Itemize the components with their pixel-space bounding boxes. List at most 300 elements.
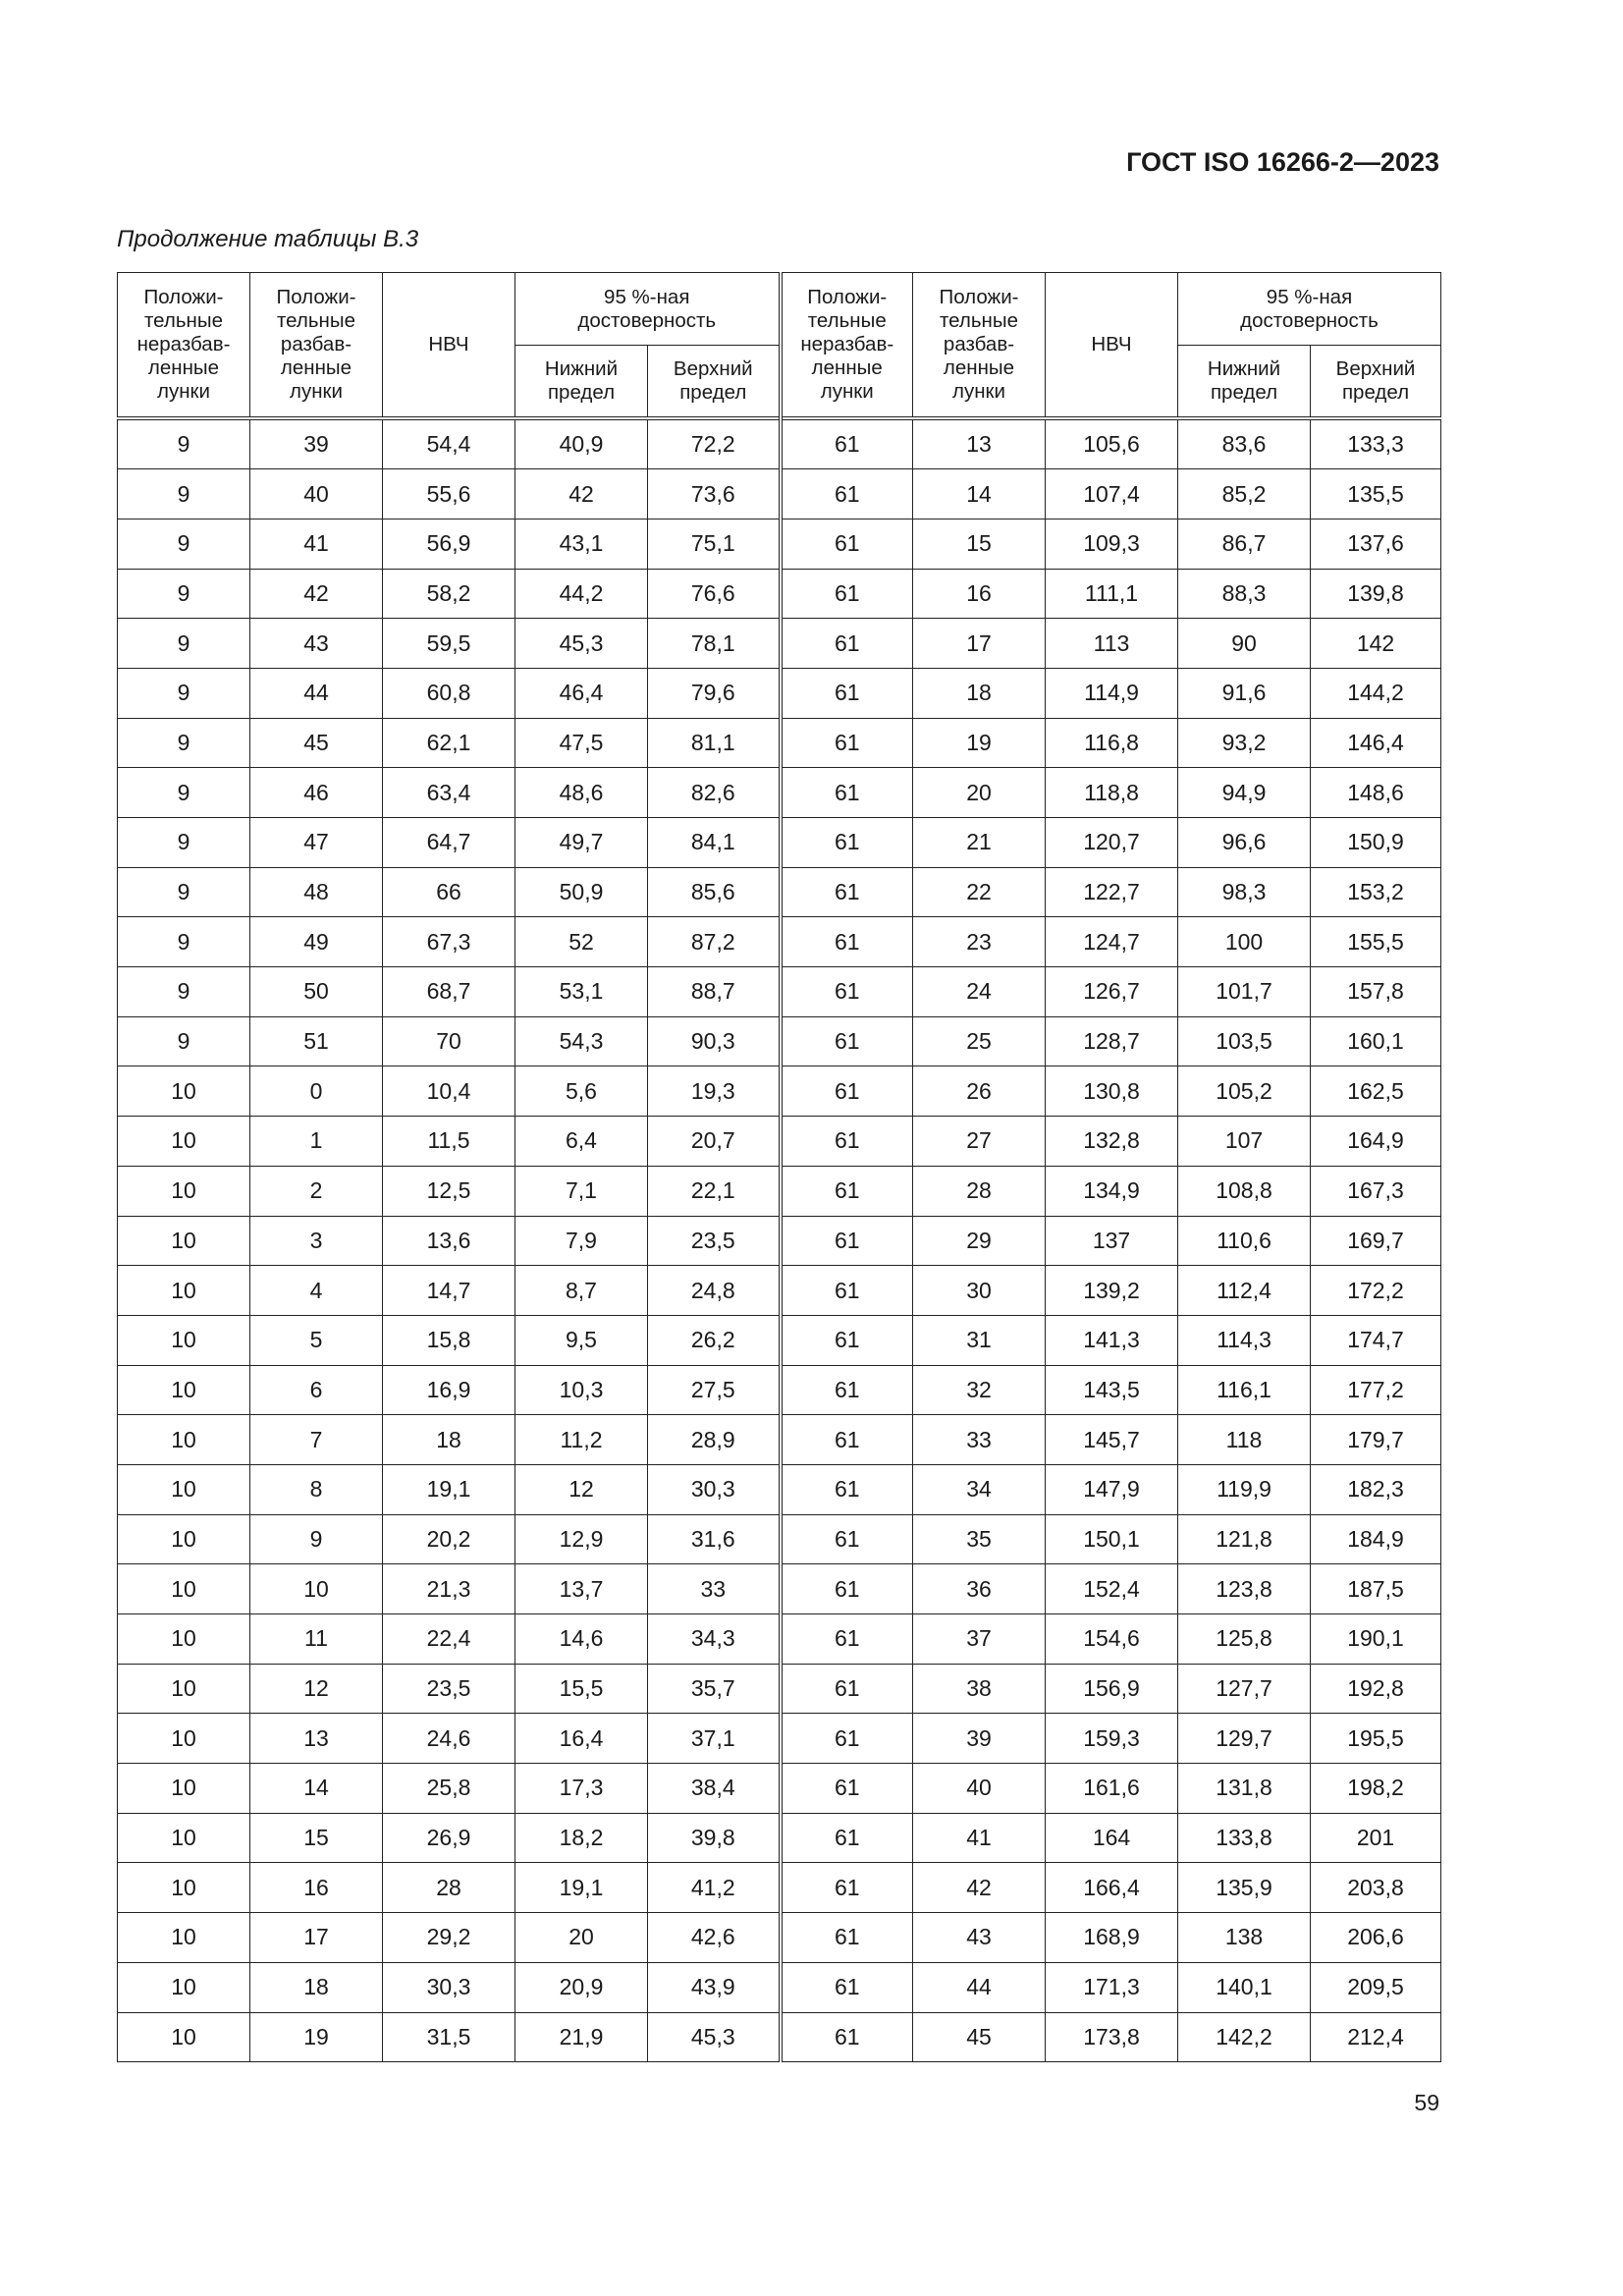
table-cell: 17 [913, 619, 1046, 669]
table-cell: 55,6 [383, 469, 515, 519]
table-cell: 9 [118, 469, 250, 519]
table-row [118, 1016, 1441, 1066]
table-cell: 10 [118, 1913, 250, 1963]
table-row [118, 1913, 1441, 1963]
table-cell: 72,2 [648, 418, 781, 469]
table-cell: 61 [781, 1614, 913, 1665]
table-cell: 40 [913, 1764, 1046, 1814]
table-cell: 31,5 [383, 2012, 515, 2062]
table-cell: 14 [913, 469, 1046, 519]
table-cell: 22,1 [648, 1166, 781, 1216]
table-row [118, 1117, 1441, 1167]
table-cell: 22,4 [383, 1614, 515, 1665]
table-cell: 6 [250, 1365, 383, 1415]
table-cell: 203,8 [1311, 1863, 1441, 1913]
table-cell: 20,9 [515, 1962, 648, 2012]
table-cell: 30,3 [648, 1464, 781, 1514]
table-row [118, 967, 1441, 1017]
table-cell: 10 [118, 1117, 250, 1167]
table-cell: 43 [913, 1913, 1046, 1963]
table-cell: 103,5 [1178, 1016, 1311, 1066]
table-cell: 154,6 [1046, 1614, 1178, 1665]
table-cell: 14,6 [515, 1614, 648, 1665]
table-cell: 61 [781, 469, 913, 519]
table-cell: 60,8 [383, 668, 515, 718]
header-positive-diluted: Положи- тельные разбав- ленные лунки [913, 273, 1046, 418]
table-cell: 7,9 [515, 1216, 648, 1266]
table-cell: 28 [913, 1166, 1046, 1216]
table-cell: 122,7 [1046, 867, 1178, 917]
table-row [118, 718, 1441, 768]
table-cell: 23,5 [648, 1216, 781, 1266]
table-cell: 19 [913, 718, 1046, 768]
table-cell: 54,4 [383, 418, 515, 469]
table-cell: 174,7 [1311, 1315, 1441, 1365]
table-cell: 61 [781, 619, 913, 669]
table-row [118, 668, 1441, 718]
header-confidence: 95 %-ная достоверность [515, 273, 781, 346]
table-cell: 209,5 [1311, 1962, 1441, 2012]
table-cell: 187,5 [1311, 1564, 1441, 1614]
table-cell: 44,2 [515, 569, 648, 619]
table-cell: 184,9 [1311, 1514, 1441, 1564]
table-cell: 53,1 [515, 967, 648, 1017]
table-cell: 35,7 [648, 1664, 781, 1714]
table-cell: 10 [118, 1614, 250, 1665]
table-cell: 85,6 [648, 867, 781, 917]
table-cell: 88,3 [1178, 569, 1311, 619]
table-cell: 63,4 [383, 768, 515, 818]
table-cell: 164,9 [1311, 1117, 1441, 1167]
table-cell: 134,9 [1046, 1166, 1178, 1216]
table-cell: 48,6 [515, 768, 648, 818]
table-cell: 22 [913, 867, 1046, 917]
table-cell: 43 [250, 619, 383, 669]
table-row [118, 2012, 1441, 2062]
table-row [118, 1764, 1441, 1814]
table-row [118, 1614, 1441, 1665]
table-cell: 139,8 [1311, 569, 1441, 619]
table-cell: 39,8 [648, 1813, 781, 1863]
table-cell: 171,3 [1046, 1962, 1178, 2012]
table-cell: 21 [913, 818, 1046, 868]
header-mpn: НВЧ [383, 273, 515, 418]
table-cell: 10 [118, 1464, 250, 1514]
table-cell: 61 [781, 519, 913, 569]
table-cell: 10 [118, 1714, 250, 1764]
table-cell: 21,9 [515, 2012, 648, 2062]
table-cell: 10 [118, 1564, 250, 1614]
table-row [118, 917, 1441, 967]
table-cell: 61 [781, 1117, 913, 1167]
table-cell: 167,3 [1311, 1166, 1441, 1216]
table-cell: 192,8 [1311, 1664, 1441, 1714]
table-cell: 138 [1178, 1913, 1311, 1963]
table-cell: 23 [913, 917, 1046, 967]
table-cell: 19,3 [648, 1066, 781, 1117]
table-cell: 25 [913, 1016, 1046, 1066]
table-cell: 198,2 [1311, 1764, 1441, 1814]
table-cell: 91,6 [1178, 668, 1311, 718]
table-cell: 42 [913, 1863, 1046, 1913]
table-cell: 119,9 [1178, 1464, 1311, 1514]
table-cell: 201 [1311, 1813, 1441, 1863]
table-cell: 14 [250, 1764, 383, 1814]
table-cell: 70 [383, 1016, 515, 1066]
table-cell: 61 [781, 1564, 913, 1614]
table-cell: 42 [515, 469, 648, 519]
table-cell: 61 [781, 1813, 913, 1863]
table-cell: 61 [781, 418, 913, 469]
table-cell: 123,8 [1178, 1564, 1311, 1614]
table-cell: 37,1 [648, 1714, 781, 1764]
table-cell: 76,6 [648, 569, 781, 619]
header-lower-limit: Нижний предел [1178, 346, 1311, 418]
table-cell: 52 [515, 917, 648, 967]
table-cell: 9 [118, 418, 250, 469]
table-cell: 15,8 [383, 1315, 515, 1365]
table-cell: 18 [913, 668, 1046, 718]
table-cell: 12,5 [383, 1166, 515, 1216]
table-cell: 9,5 [515, 1315, 648, 1365]
table-cell: 12,9 [515, 1514, 648, 1564]
table-cell: 48 [250, 867, 383, 917]
table-cell: 23,5 [383, 1664, 515, 1714]
table-cell: 142,2 [1178, 2012, 1311, 2062]
table-cell: 107 [1178, 1117, 1311, 1167]
table-cell: 11 [250, 1614, 383, 1665]
table-cell: 61 [781, 917, 913, 967]
table-row [118, 469, 1441, 519]
table-cell: 93,2 [1178, 718, 1311, 768]
table-cell: 15 [913, 519, 1046, 569]
header-mpn: НВЧ [1046, 273, 1178, 418]
table-cell: 9 [118, 967, 250, 1017]
table-cell: 46 [250, 768, 383, 818]
table-cell: 137,6 [1311, 519, 1441, 569]
table-body [118, 418, 1441, 2062]
table-cell: 15 [250, 1813, 383, 1863]
table-cell: 79,6 [648, 668, 781, 718]
table-cell: 28 [383, 1863, 515, 1913]
table-cell: 44 [913, 1962, 1046, 2012]
table-cell: 16 [250, 1863, 383, 1913]
table-cell: 5 [250, 1315, 383, 1365]
table-cell: 105,6 [1046, 418, 1178, 469]
table-cell: 21,3 [383, 1564, 515, 1614]
table-cell: 135,9 [1178, 1863, 1311, 1913]
table-cell: 12 [250, 1664, 383, 1714]
table-cell: 45 [913, 2012, 1046, 2062]
table-cell: 4 [250, 1266, 383, 1316]
table-cell: 61 [781, 1315, 913, 1365]
table-cell: 17 [250, 1913, 383, 1963]
table-cell: 129,7 [1178, 1714, 1311, 1764]
table-cell: 40,9 [515, 418, 648, 469]
table-cell: 51 [250, 1016, 383, 1066]
table-cell: 9 [250, 1514, 383, 1564]
table-cell: 105,2 [1178, 1066, 1311, 1117]
table-cell: 19,1 [383, 1464, 515, 1514]
table-cell: 49,7 [515, 818, 648, 868]
table-cell: 166,4 [1046, 1863, 1178, 1913]
table-cell: 82,6 [648, 768, 781, 818]
table-cell: 2 [250, 1166, 383, 1216]
table-cell: 33 [648, 1564, 781, 1614]
header-lower-limit: Нижний предел [515, 346, 648, 418]
table-cell: 58,2 [383, 569, 515, 619]
table-row [118, 1714, 1441, 1764]
table-cell: 41,2 [648, 1863, 781, 1913]
table-cell: 81,1 [648, 718, 781, 768]
table-cell: 6,4 [515, 1117, 648, 1167]
table-cell: 61 [781, 1464, 913, 1514]
table-cell: 5,6 [515, 1066, 648, 1117]
table-cell: 56,9 [383, 519, 515, 569]
table-cell: 61 [781, 1266, 913, 1316]
table-cell: 9 [118, 818, 250, 868]
table-cell: 61 [781, 1166, 913, 1216]
table-cell: 8,7 [515, 1266, 648, 1316]
table-cell: 67,3 [383, 917, 515, 967]
table-cell: 116,8 [1046, 718, 1178, 768]
table-cell: 46,4 [515, 668, 648, 718]
table-cell: 107,4 [1046, 469, 1178, 519]
table-cell: 29 [913, 1216, 1046, 1266]
table-cell: 169,7 [1311, 1216, 1441, 1266]
table-row [118, 867, 1441, 917]
table-cell: 140,1 [1178, 1962, 1311, 2012]
table-row [118, 818, 1441, 868]
table-cell: 29,2 [383, 1913, 515, 1963]
table-row [118, 1514, 1441, 1564]
table-cell: 10 [118, 1066, 250, 1117]
table-cell: 153,2 [1311, 867, 1441, 917]
table-cell: 100 [1178, 917, 1311, 967]
table-cell: 13 [250, 1714, 383, 1764]
table-cell: 116,1 [1178, 1365, 1311, 1415]
table-cell: 34,3 [648, 1614, 781, 1665]
table-cell: 61 [781, 1913, 913, 1963]
table-cell: 11,2 [515, 1415, 648, 1465]
table-cell: 61 [781, 1066, 913, 1117]
table-cell: 101,7 [1178, 967, 1311, 1017]
table-cell: 7,1 [515, 1166, 648, 1216]
table-cell: 10 [118, 1962, 250, 2012]
table-cell: 10 [118, 1266, 250, 1316]
table-cell: 85,2 [1178, 469, 1311, 519]
table-row [118, 519, 1441, 569]
table-cell: 10 [118, 1415, 250, 1465]
table-cell: 39 [250, 418, 383, 469]
table-cell: 10 [118, 1315, 250, 1365]
table-cell: 159,3 [1046, 1714, 1178, 1764]
table-cell: 155,5 [1311, 917, 1441, 967]
table-cell: 141,3 [1046, 1315, 1178, 1365]
table-cell: 88,7 [648, 967, 781, 1017]
table-cell: 110,6 [1178, 1216, 1311, 1266]
table-cell: 133,8 [1178, 1813, 1311, 1863]
table-cell: 15,5 [515, 1664, 648, 1714]
table-cell: 96,6 [1178, 818, 1311, 868]
table-cell: 10 [118, 1863, 250, 1913]
table-cell: 61 [781, 1714, 913, 1764]
table-row [118, 768, 1441, 818]
table-cell: 62,1 [383, 718, 515, 768]
table-cell: 61 [781, 1365, 913, 1415]
table-cell: 10 [118, 1764, 250, 1814]
table-cell: 32 [913, 1365, 1046, 1415]
table-cell: 179,7 [1311, 1415, 1441, 1465]
table-cell: 9 [118, 917, 250, 967]
table-cell: 61 [781, 1863, 913, 1913]
table-cell: 108,8 [1178, 1166, 1311, 1216]
table-row [118, 1315, 1441, 1365]
table-cell: 10 [118, 2012, 250, 2062]
table-cell: 16,4 [515, 1714, 648, 1764]
table-cell: 61 [781, 967, 913, 1017]
table-cell: 133,3 [1311, 418, 1441, 469]
table-cell: 146,4 [1311, 718, 1441, 768]
table-cell: 75,1 [648, 519, 781, 569]
table-cell: 36 [913, 1564, 1046, 1614]
table-cell: 18 [250, 1962, 383, 2012]
table-cell: 113 [1046, 619, 1178, 669]
table-cell: 30 [913, 1266, 1046, 1316]
table-cell: 9 [118, 619, 250, 669]
table-cell: 42,6 [648, 1913, 781, 1963]
table-cell: 94,9 [1178, 768, 1311, 818]
table-cell: 87,2 [648, 917, 781, 967]
table-cell: 160,1 [1311, 1016, 1441, 1066]
table-row [118, 1813, 1441, 1863]
table-cell: 0 [250, 1066, 383, 1117]
table-cell: 61 [781, 1764, 913, 1814]
table-cell: 19 [250, 2012, 383, 2062]
header-positive-undiluted: Положи- тельные неразбав- ленные лунки [118, 273, 250, 418]
table-cell: 45,3 [515, 619, 648, 669]
table-cell: 9 [118, 1016, 250, 1066]
table-cell: 7 [250, 1415, 383, 1465]
page-number: 59 [1414, 2090, 1439, 2115]
table-cell: 26,9 [383, 1813, 515, 1863]
table-cell: 61 [781, 867, 913, 917]
table-cell: 126,7 [1046, 967, 1178, 1017]
table-cell: 177,2 [1311, 1365, 1441, 1415]
table-cell: 124,7 [1046, 917, 1178, 967]
table-cell: 20 [515, 1913, 648, 1963]
table-cell: 61 [781, 1514, 913, 1564]
table-cell: 19,1 [515, 1863, 648, 1913]
table-row [118, 1464, 1441, 1514]
table-row [118, 1365, 1441, 1415]
table-cell: 157,8 [1311, 967, 1441, 1017]
table-cell: 86,7 [1178, 519, 1311, 569]
document-code: ГОСТ ISO 16266-2—2023 [1126, 147, 1439, 177]
table-cell: 118 [1178, 1415, 1311, 1465]
table-cell: 20,7 [648, 1117, 781, 1167]
table-cell: 135,5 [1311, 469, 1441, 519]
table-cell: 61 [781, 768, 913, 818]
table-cell: 173,8 [1046, 2012, 1178, 2062]
table-cell: 8 [250, 1464, 383, 1514]
table-cell: 10 [118, 1664, 250, 1714]
table-cell: 195,5 [1311, 1714, 1441, 1764]
table-cell: 20,2 [383, 1514, 515, 1564]
table-cell: 37 [913, 1614, 1046, 1665]
table-cell: 9 [118, 519, 250, 569]
table-cell: 24,8 [648, 1266, 781, 1316]
table-cell: 31 [913, 1315, 1046, 1365]
table-row [118, 418, 1441, 469]
table-cell: 145,7 [1046, 1415, 1178, 1465]
header-upper-limit: Верхний предел [648, 346, 781, 418]
table-cell: 127,7 [1178, 1664, 1311, 1714]
table-row [118, 1664, 1441, 1714]
table-cell: 13,7 [515, 1564, 648, 1614]
table-cell: 50,9 [515, 867, 648, 917]
table-cell: 9 [118, 867, 250, 917]
table-cell: 182,3 [1311, 1464, 1441, 1514]
table-cell: 26 [913, 1066, 1046, 1117]
table-cell: 161,6 [1046, 1764, 1178, 1814]
table-cell: 17,3 [515, 1764, 648, 1814]
table-cell: 61 [781, 1016, 913, 1066]
table-cell: 12 [515, 1464, 648, 1514]
table-caption: Продолжение таблицы B.3 [117, 226, 419, 252]
table-cell: 73,6 [648, 469, 781, 519]
table-cell: 30,3 [383, 1962, 515, 2012]
table-cell: 10 [118, 1216, 250, 1266]
table-cell: 43,1 [515, 519, 648, 569]
table-cell: 61 [781, 2012, 913, 2062]
table-cell: 64,7 [383, 818, 515, 868]
table-cell: 24,6 [383, 1714, 515, 1764]
table-cell: 28,9 [648, 1415, 781, 1465]
table-cell: 11,5 [383, 1117, 515, 1167]
table-cell: 45,3 [648, 2012, 781, 2062]
table-cell: 9 [118, 569, 250, 619]
table-cell: 61 [781, 1415, 913, 1465]
table-row [118, 1962, 1441, 2012]
table-cell: 90,3 [648, 1016, 781, 1066]
table-cell: 66 [383, 867, 515, 917]
table-cell: 38 [913, 1664, 1046, 1714]
table-cell: 10 [118, 1365, 250, 1415]
table-cell: 212,4 [1311, 2012, 1441, 2062]
table-cell: 41 [913, 1813, 1046, 1863]
table-cell: 131,8 [1178, 1764, 1311, 1814]
table-cell: 61 [781, 718, 913, 768]
table-cell: 3 [250, 1216, 383, 1266]
table-cell: 26,2 [648, 1315, 781, 1365]
table-cell: 34 [913, 1464, 1046, 1514]
table-row [118, 569, 1441, 619]
table-cell: 31,6 [648, 1514, 781, 1564]
table-cell: 132,8 [1046, 1117, 1178, 1167]
table-cell: 47,5 [515, 718, 648, 768]
table-row [118, 1066, 1441, 1117]
table-cell: 190,1 [1311, 1614, 1441, 1665]
table-row [118, 1863, 1441, 1913]
table-cell: 114,3 [1178, 1315, 1311, 1365]
table-cell: 16,9 [383, 1365, 515, 1415]
table-cell: 44 [250, 668, 383, 718]
table-cell: 68,7 [383, 967, 515, 1017]
table-cell: 61 [781, 668, 913, 718]
table-cell: 35 [913, 1514, 1046, 1564]
table-cell: 148,6 [1311, 768, 1441, 818]
